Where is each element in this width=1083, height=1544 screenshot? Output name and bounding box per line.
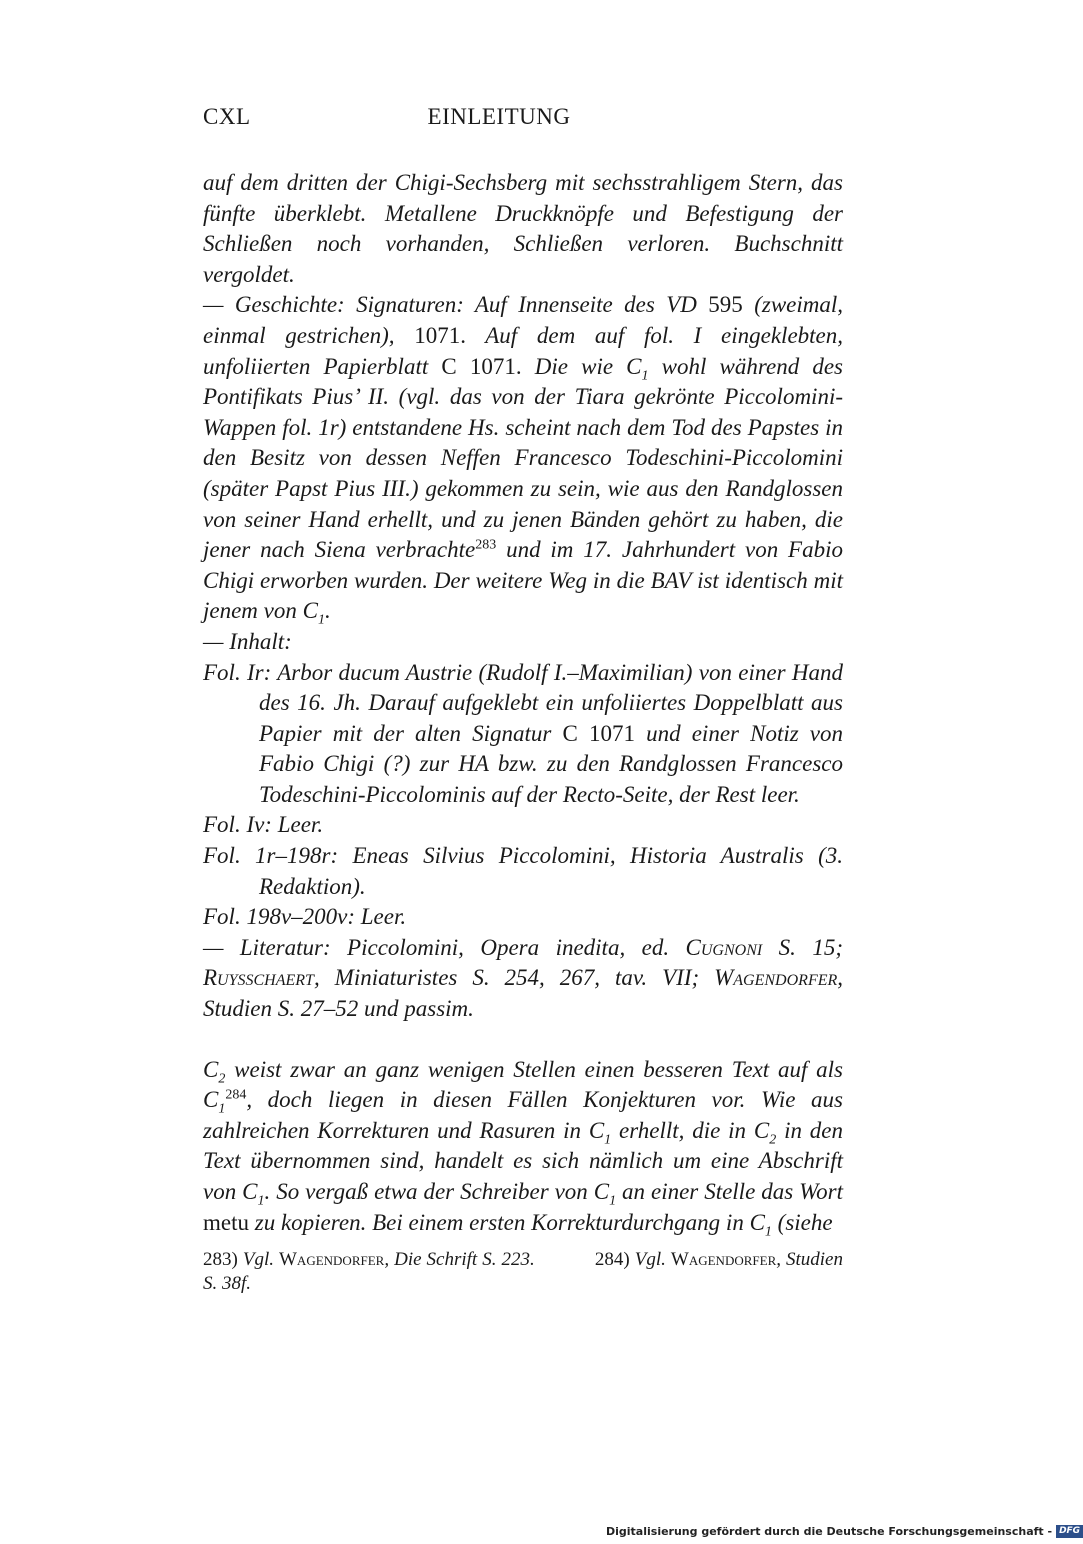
footnote-ref-284: 284 [225,1087,247,1103]
footnote-283: 283) Vgl. Wagendorfer, Die Schrift S. 223. [203,1249,535,1270]
paragraph-description: auf dem dritten der Chigi-Sechsberg mit sechsstrahligem Stern, das fünfte überklebt. Metallene Druckknöpfe und Befestigung der Schließen noch vorhanden, Schließen verloren. Buchschnitt vergoldet. [203,170,843,287]
paragraph-literatur: — Literatur: Piccolomini, Opera inedita, ed. Cugnoni S. 15; Ruysschaert, Miniaturistes S. 254, 267, tav. VII; Wagendorfer, Studien S. 27–52 und passim. [203,934,844,1022]
footnote-ref-283: 283 [475,537,497,553]
page-number: CXL [203,104,251,129]
funding-credit [606,1522,1081,1540]
contents-entry: Fol. 198v–200v: Leer. [203,904,407,930]
contents-entry: Fol. Iv: Leer. [203,812,324,838]
main-text [203,168,843,1238]
contents-entry: Fol. 1r–198r: Eneas Silvius Piccolomini, Historia Australis (3. Redaktion). [203,843,843,899]
running-header [203,104,843,140]
running-title: EINLEITUNG [427,104,571,129]
paragraph-gap [203,1025,843,1055]
footnote-284: 284) Vgl. Wagendorfer, Studien S. 38f. [203,1249,843,1294]
paragraph-geschichte: — Geschichte: Signaturen: Auf Innenseite des VD 595 (zweimal, einmal gestrichen), 1071. Auf dem auf fol. I eingeklebten, unfoliierten Papierblatt C 1071. Die wie $C_1$ wohl während des Pontifikats Pius’ II. (vgl. das von der Tiara gekrönte Piccolomini-Wappen fol. 1r) entstandene Hs. scheint nach dem Tod des Papstes in den Besitz von dessen Neffen Francesco Todeschini-Piccolomini (später Papst Pius III.) gekommen zu sein, wie aus den Randglossen von seiner Hand erhellt, und zu jenen Bänden gehört zu haben, die jener nach Siena verbrachte$^{283}$ und im 17. Jahrhundert von Fabio Chigi erworben wurden. Der weitere Weg in die BAV ist identisch mit jenem von $C_1$. [203,292,844,628]
dfg-logo: DFG [1056,1525,1083,1538]
heading-inhalt: — Inhalt: [203,628,292,654]
paragraph-analysis: $C_2$ weist zwar an ganz wenigen Stellen einen besseren Text auf als $C_1^{284}$, doch liegen in diesen Fällen Konjekturen vor. Wie aus zahlreichen Korrekturen und Rasuren in $C_1$ erhellt, die in $C_2$ in den Text übernommen sind, handelt es sich nämlich um eine Abschrift von $C_1$. So vergaß etwa der Schreiber von $C_1$ an einer Stelle das Wort metu zu kopieren. Bei einem ersten Korrekturdurchgang in $C_1$ (siehe [203,1056,844,1240]
contents-entry: Fol. Ir: Arbor ducum Austrie (Rudolf I.–Maximilian) von einer Hand des 16. Jh. Darauf aufgeklebt ein unfoliiertes Doppelblatt aus Papier mit der alten Signatur C 1071 und einer Notiz von Fabio Chigi (?) zur HA bzw. zu den Randglossen Francesco Todeschini-Piccolominis auf der Recto-Seite, der Rest leer. [203,659,844,807]
credit-text: Digitalisierung gefördert durch die Deutsche Forschungsgemeinschaft - [606,1524,1053,1538]
footnotes [203,1248,843,1296]
